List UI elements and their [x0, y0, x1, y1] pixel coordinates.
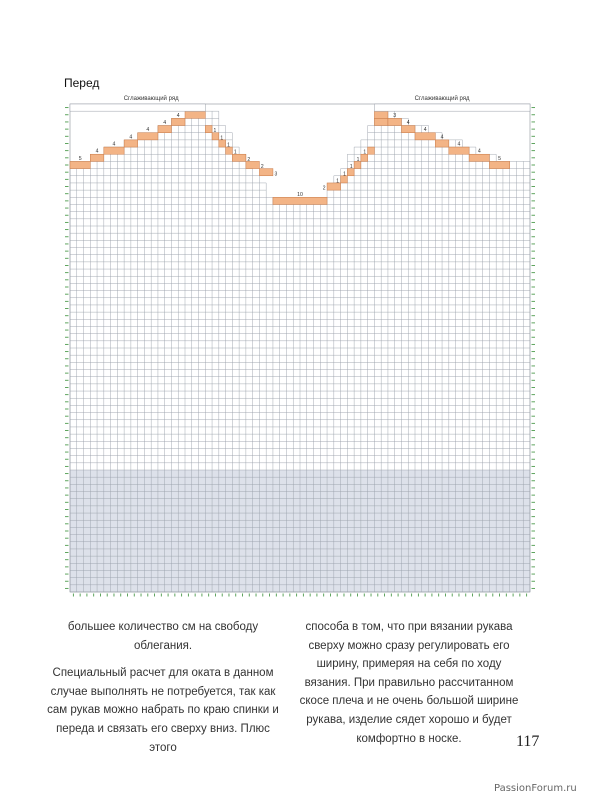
step-mark: [415, 133, 435, 140]
step-mark: [205, 126, 212, 133]
step-mark: [368, 147, 375, 154]
paragraph: способа в том, что при вязании рукава сверху можно сразу регулировать его ширину, примеряя на себя по ходу вязания. При правильно рассчитанном скосе плеча и не очень большой ширине рукава, изделие сядет хорошо и будет комфортно в носке.: [299, 621, 519, 745]
step-label: 4: [163, 120, 167, 127]
step-label: 4: [423, 127, 427, 134]
watermark: PassionForum.ru: [494, 783, 577, 794]
step-label: 3: [393, 112, 397, 119]
step-mark: [469, 154, 489, 161]
step-label: 1: [227, 142, 230, 149]
step-label: 5: [498, 155, 502, 162]
smoothing-row-label-right: Сглаживающий ряд: [414, 96, 470, 102]
step-mark: [185, 111, 205, 118]
step-label: 1: [336, 178, 340, 185]
step-label: 3: [274, 171, 278, 178]
step-label: 4: [176, 112, 180, 119]
page-number: 117: [516, 733, 540, 750]
step-mark: [374, 111, 388, 118]
step-mark: [435, 140, 449, 147]
step-label: 4: [112, 141, 116, 148]
text-column-right: [296, 618, 522, 757]
chart-title: Перед: [64, 76, 100, 90]
step-label: 4: [406, 120, 410, 127]
step-mark: [158, 126, 172, 133]
step-mark: [138, 133, 158, 140]
step-mark: [401, 126, 415, 133]
paragraph: Специальный расчет для оката в данном случае выполнять не потребуется, так как сам рукав можно набрать по краю спинки и переда и связать его сверху вниз. Плюс этого: [47, 667, 279, 754]
step-label: 5: [78, 155, 82, 162]
step-label: 1: [220, 135, 224, 142]
step-label: 4: [146, 127, 150, 134]
step-mark: [273, 197, 327, 204]
step-label: 1: [213, 128, 217, 135]
step-mark: [171, 118, 185, 125]
smoothing-row-right: [374, 104, 530, 111]
step-label: 4: [95, 148, 99, 155]
step-mark: [374, 118, 388, 125]
step-mark: [388, 118, 402, 125]
smoothing-row-left: [70, 104, 205, 111]
step-label: 4: [457, 141, 461, 148]
step-mark: [449, 147, 469, 154]
step-label: 4: [440, 134, 444, 141]
step-label: 2: [322, 185, 326, 192]
step-mark: [104, 147, 124, 154]
step-mark: [90, 154, 104, 161]
step-label: 1: [356, 156, 360, 163]
step-label: 1: [343, 171, 346, 178]
step-mark: [70, 161, 90, 168]
smoothing-row-label-left: Сглаживающий ряд: [123, 96, 179, 102]
step-label: 1: [363, 149, 367, 156]
step-label: 4: [477, 148, 481, 155]
step-mark: [124, 140, 138, 147]
step-label: 4: [129, 134, 133, 141]
step-label: 2: [247, 156, 251, 163]
paragraph: большее количество см на свободу облегания.: [67, 621, 259, 652]
step-label: 1: [349, 164, 353, 171]
step-label: 1: [233, 149, 237, 156]
step-mark: [489, 161, 509, 168]
step-label: 10: [297, 191, 303, 198]
text-column-left: [46, 618, 280, 766]
step-label: 2: [260, 164, 264, 171]
